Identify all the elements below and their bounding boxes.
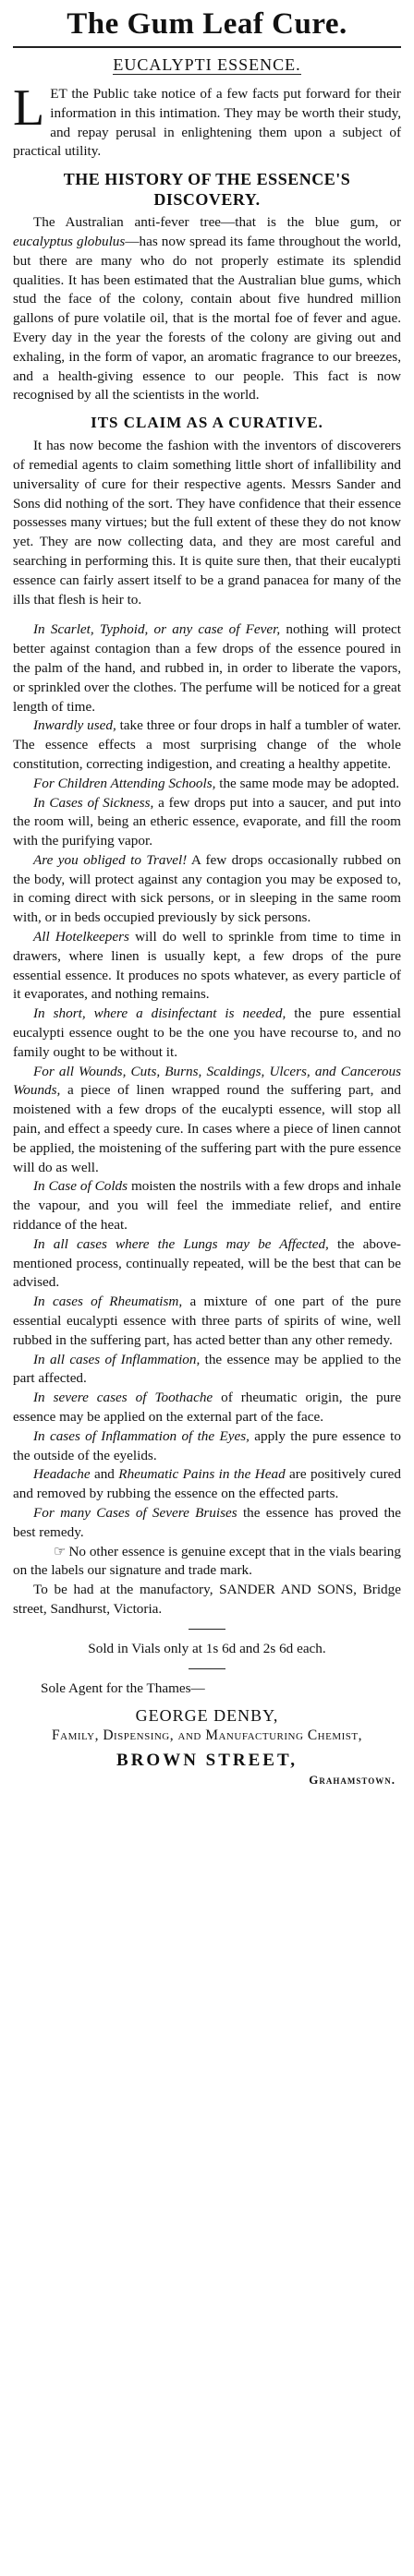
usage-paragraph (13, 1177, 401, 1234)
usage-italic: In severe cases of Toothache (33, 1390, 213, 1406)
usage-text: nothing will protect better against contagion than a few drops of the essence poured in the palm of the hand, and rubbed in, in order to liberate the vapors, or sprinkled over the clothes. The perfume will be noticed for a great length of time. (13, 621, 401, 715)
agent-name: GEORGE DENBY, (135, 1705, 279, 1725)
history-pre: The Australian anti-fever tree—that is the blue gum, or (33, 214, 401, 231)
agent-trade: Family, Dispensing, and Manufacturing Chemist, (52, 1727, 362, 1743)
usage-text: will do well to sprinkle from time to time in drawers, where linen is usually kept, a few drops of the pure essential essence. It produces no spots whatever, as every particle of it evaporates, and nothing remains. (13, 929, 402, 1003)
intro-paragraph (13, 79, 401, 162)
usage-italic: In Cases of Sickness, (33, 794, 154, 811)
drop-cap: L (13, 79, 45, 137)
title-rule (13, 46, 401, 48)
usage-paragraph (13, 1063, 401, 1178)
pointing-hand-icon: ☞ (54, 1544, 67, 1559)
history-heading: THE HISTORY OF THE ESSENCE'S DISCOVERY. (63, 170, 351, 210)
usage-paragraph (13, 1293, 401, 1350)
section-gap (13, 609, 401, 620)
usage-paragraph (13, 794, 401, 851)
usage-italic: All Hotelkeepers (33, 929, 129, 945)
usage-italic: In short, where a disinfectant is needed, (33, 1005, 286, 1022)
usage-italic-2: Rheumatic Pains in the Head (118, 1466, 286, 1483)
intro-text: ET the Public take notice of a few facts put forward for their information in this intimation. They may be worth their study, and repay perusal in enlightening them upon a subject of practical utility. (13, 86, 401, 160)
usage-text-2: are positively cured and removed by rubbing the essence on the effected parts. (13, 1466, 402, 1502)
usage-text: apply the pure essence to the outside of the eyelids. (13, 1427, 401, 1463)
usage-italic: For Children Attending Schools, (33, 775, 216, 791)
usage-text: the above-mentioned process, continually repeated, will be the best that can be advised. (13, 1235, 401, 1291)
usage-text: A few drops occasionally rubbed on the body, will protect against any contagion you may be exposed to, in coming direct with sick persons, or in sleeping in the same room with, or in beds occupied previously by sick persons. (13, 851, 401, 926)
usage-paragraph (13, 928, 401, 1005)
usage-paragraph (13, 620, 401, 716)
usage-italic: In Scarlet, Typhoid, or any case of Fever, (33, 621, 281, 638)
usage-italic: In cases of Rheumatism, (33, 1294, 183, 1310)
page-subtitle (13, 54, 401, 76)
usage-italic: In Case of Colds (33, 1178, 128, 1195)
order-paragraph: To be had at the manufactory, SANDER AND SONS, Bridge street, Sandhurst, Victoria. (13, 1582, 401, 1617)
agent-street: BROWN STREET, (116, 1750, 298, 1770)
footer-rule-2 (189, 1668, 225, 1669)
usage-paragraph (13, 1005, 401, 1062)
usage-paragraph (13, 1504, 401, 1543)
usage-text: a few drops put into a saucer, and put into the room will, being an etheric essence, evaporate, and fill the room with the purifying vapor. (13, 794, 401, 849)
usage-text: take three or four drops in half a tumbler of water. The essence effects a most surprising change of the whole constitution, correcting indigestion, and creating a healthy appetite. (13, 717, 401, 772)
usage-text: moisten the nostrils with a few drops and inhale the vapour, and you will feel the immediate relief, and entire riddance of the heat. (13, 1178, 401, 1234)
usage-italic: In all cases of Inflammation, (33, 1351, 201, 1367)
usage-italic: In all cases where the Lungs may be Affected, (33, 1235, 329, 1252)
usage-italic: Are you obliged to Travel! (33, 851, 188, 868)
usage-text: of rheumatic origin, the pure essence may be applied on the external part of the face. (13, 1390, 401, 1425)
history-italic: eucalyptus globulus (13, 233, 126, 249)
usage-paragraph (13, 1465, 401, 1504)
usage-text: the pure essential eucalypti essence ought to be the one you have recourse to, and no family ought to be without it. (13, 1005, 401, 1060)
usage-text: a mixture of one part of the pure essential eucalypti essence with three parts of spirits of wine, well rubbed in the suffering part, has acted better than any other remedy. (13, 1294, 401, 1348)
claim-paragraph: It has now become the fashion with the inventors of discoverers of remedial agents to claim something little short of infallibility and universality of cure for their respective agents. Messrs Sander and Sons did nothing of the sort. They have confidence that their essence possesses many virtues; but the full extent of these they do not know yet. They are now collecting data, and they are most careful and searching in performing this. It is quite sure then, that their eucalypti essence can fairly assert itself to be a grand panacea for many of the ills that flesh is heir to. (13, 438, 401, 608)
agent-line: Sole Agent for the Thames— (41, 1679, 205, 1696)
usage-italic: Headache (33, 1466, 91, 1483)
history-post: —has now spread its fame throughout the world, but there are many who do not properly estimate its splendid qualities. It has been estimated that the Australian blue gums, which stud the face of the colony, contain about five hundred million gallons of pure volatile oil, that is the mortal foe of fever and ague. Every day in the year the forests of the colony are giving out and exhaling, in the form of vapor, an aromatic fragrance to our breezes, and a health-giving essence to our people. This fact is now recognised by all the scientists in the world. (13, 233, 401, 403)
usage-paragraph (13, 1351, 401, 1390)
notice-text: No other essence is genuine except that in the vials bearing on the labels our signature and trade mark. (13, 1543, 401, 1579)
history-paragraph (13, 213, 401, 405)
footer-rule (189, 1629, 225, 1630)
usage-paragraph (13, 716, 401, 774)
usage-paragraph (13, 775, 401, 794)
usage-text: a piece of linen wrapped round the suffering part, and moistened with a few drops of the eucalypti essence, will stop all pain, and effect a speedy cure. In cases where a piece of linen cannot be applied, the moistening of the suffering part with the pure essence will do as well. (13, 1082, 401, 1175)
usage-paragraph (13, 1427, 401, 1466)
agent-town: Grahamstown. (309, 1772, 396, 1787)
usage-paragraph (13, 851, 401, 928)
subtitle-text: EUCALYPTI ESSENCE. (113, 55, 301, 74)
claim-heading: ITS CLAIM AS A CURATIVE. (91, 414, 323, 432)
usage-text: the essence may be applied to the part affected. (13, 1351, 401, 1387)
usage-text: the same mode may be adopted. (215, 775, 400, 791)
page-title: The Gum Leaf Cure. (67, 7, 347, 41)
usage-text: and (90, 1466, 119, 1483)
usage-text: the essence has proved the best remedy. (13, 1504, 401, 1540)
usage-italic: In cases of Inflammation of the Eyes, (33, 1427, 250, 1444)
usage-italic: Inwardly used, (33, 717, 116, 734)
sold-line: Sold in Vials only at 1s 6d and 2s 6d each. (88, 1640, 326, 1656)
usage-italic: For many Cases of Severe Bruises (33, 1504, 237, 1521)
notice-paragraph (13, 1543, 401, 1582)
uses-list (13, 620, 401, 1542)
usage-italic: For all Wounds, Cuts, Burns, Scaldings, Ulcers, and Cancerous Wounds, (13, 1063, 401, 1099)
usage-paragraph (13, 1235, 401, 1293)
usage-paragraph (13, 1389, 401, 1427)
